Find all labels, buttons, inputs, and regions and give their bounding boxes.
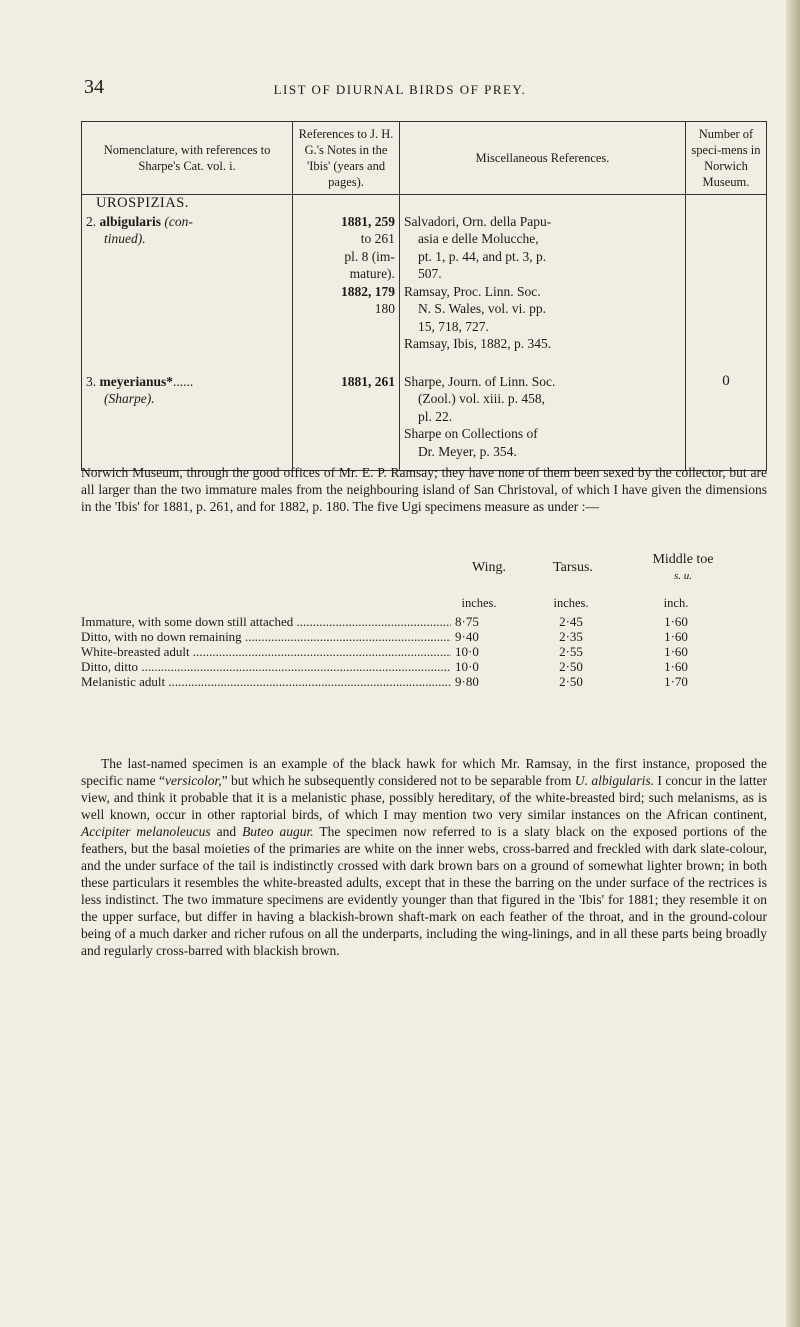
toe-value: 1·60 [664, 644, 688, 659]
taxon-name: Buteo augur. [242, 824, 314, 839]
misc-ref-line: Sharpe, Journ. of Linn. Soc. [403, 373, 556, 389]
tarsus-value: 2·35 [559, 629, 583, 644]
table-row [82, 353, 767, 471]
genus-name: UROSPIZIAS. [96, 195, 189, 211]
ibis-ref: 180 [374, 301, 395, 316]
paragraph-intro [81, 464, 767, 515]
misc-ref-line: Sharpe on Collections of [403, 426, 538, 441]
ibis-refs-cell [293, 213, 400, 353]
tarsus-value: 2·55 [559, 644, 583, 659]
misc-ref-line: Salvadori, Orn. della Papu- [403, 213, 552, 229]
page-number: 34 [84, 76, 104, 98]
table-row [82, 213, 767, 353]
tarsus-value: 2·50 [559, 659, 583, 674]
taxon-name: U. albigularis. [574, 773, 654, 788]
misc-ref-line: 15, 718, 727. [417, 318, 489, 334]
table-header-row [82, 122, 767, 195]
ibis-ref: mature). [349, 266, 395, 281]
empty-cell [685, 195, 766, 213]
text-run: ” but which he subsequently considered not to be separable from [221, 773, 575, 788]
misc-ref-line: (Zool.) vol. xiii. p. 458, [417, 391, 546, 406]
toe-value: 1·70 [664, 674, 688, 689]
wing-value: 10·0 [451, 659, 505, 675]
empty-cell [293, 195, 400, 213]
genus-row [82, 195, 767, 213]
toe-value: 1·60 [664, 614, 688, 629]
header-nomenclature: Nomenclature, with references to Sharpe's Cat. vol. i. [82, 122, 293, 195]
paragraph-text: Norwich Museum, through the good offices of Mr. E. P. Ramsay; they have none of them been sexed by the collector, but are all larger than the two immature males from the neighbouring island of San Christoval, of which I have given the dimensions in the 'Ibis' for 1881, p. 261, and for 1882, p. 180. The five Ugi specimens measure as under :— [81, 465, 767, 514]
wing-value: 8·75 [451, 614, 505, 630]
nomenclature-cell: 3. meyerianus*...... (Sharpe). [82, 353, 293, 471]
measurement-row [81, 644, 767, 660]
misc-ref-line: Dr. Meyer, p. 354. [417, 443, 517, 459]
measurement-row [81, 659, 767, 675]
toe-value: 1·60 [664, 629, 688, 644]
measurement-row [81, 614, 767, 630]
taxon-name: Accipiter melanoleucus [81, 824, 211, 839]
nomenclature-cell [82, 213, 293, 353]
text-run: The specimen now referred to is a slaty black on the exposed portions of the feathers, but the basal moieties of the primaries are white on the inner webs, cross-barred and freckled with dark slate-colour, and the under surface of the tail is indistinctly crossed with dark brown bars on a ground of somewhat lighter brown; in both these particulars it resembles the white-breasted adults, except that in these the barring on the under surface of the rectrices is less indistinct. The two immature specimens are evidently younger than that figured in the 'Ibis' for 1881; they resemble it on the upper surface, but differ in having a blackish-brown shaft-mark on each feather of the throat, and in the ground-colour being of a much darker and richer rufous on all the underparts, including the wing-linings, and in all these parts being broadly and regularly cross-barred with blackish brown. [81, 824, 767, 958]
wing-value: 9·40 [451, 629, 505, 645]
wing-value: 10·0 [451, 644, 505, 660]
species-name: albigularis [99, 213, 162, 229]
middle-toe-header [638, 552, 728, 584]
text-run: and [210, 824, 243, 839]
ibis-ref: to 261 [360, 231, 395, 246]
toe-unit: inch. [663, 596, 689, 610]
empty-cell [399, 195, 685, 213]
wing-header: Wing. [471, 560, 507, 575]
specimen-label: Immature, with some down still attached ..... [81, 614, 451, 630]
misc-ref-line: Ramsay, Ibis, 1882, p. 345. [403, 336, 552, 351]
running-head [0, 76, 800, 106]
misc-ref-line: asia e delle Molucche, [417, 231, 539, 246]
measurement-row [81, 674, 767, 690]
genus-cell [82, 195, 293, 213]
header-specimen-count: Number of speci-mens in Norwich Museum. [685, 122, 766, 195]
ibis-ref: 1881, 261 [340, 373, 395, 389]
specimen-label: Melanistic adult ..... [81, 674, 451, 690]
misc-ref-line: pl. 22. [417, 408, 453, 424]
header-misc-references: Miscellaneous References. [399, 122, 685, 195]
measurement-row [81, 629, 767, 645]
page-edge [786, 0, 800, 1327]
specimen-label: Ditto, ditto ..... [81, 659, 451, 675]
species-number: 3. [86, 373, 97, 389]
text-run: The last-named specimen is an example of the black hawk for which Mr. Ramsay, in the first instance, proposed the specific name “ [81, 756, 767, 788]
species-name: meyerianus* [99, 373, 173, 389]
species-authority: (con- [164, 213, 193, 229]
paragraph-discussion [81, 755, 767, 959]
ibis-refs-cell [293, 353, 400, 471]
tarsus-header: Tarsus. [553, 560, 593, 575]
species-number: 2. [86, 213, 97, 229]
specimen-label: Ditto, with no down remaining ..... [81, 629, 451, 645]
ibis-ref: 1881, 259 [340, 213, 395, 229]
wing-unit: inches. [461, 596, 497, 610]
count-cell: 0 [685, 353, 766, 471]
wing-value: 9·80 [451, 674, 505, 690]
misc-ref-line: 507. [417, 266, 442, 281]
ibis-ref: 1882, 179 [340, 283, 395, 299]
paragraph-text [81, 755, 767, 959]
misc-ref-line: pt. 1, p. 44, and pt. 3, p. [417, 248, 547, 264]
count-cell [685, 213, 766, 353]
misc-ref-line: Ramsay, Proc. Linn. Soc. [403, 283, 541, 299]
specimen-label: White-breasted adult ..... [81, 644, 451, 660]
species-authority-cont: tinued). [104, 231, 146, 246]
tarsus-value: 2·50 [559, 674, 583, 689]
tarsus-value: 2·45 [559, 614, 583, 629]
species-authority: (Sharpe). [104, 391, 155, 406]
tarsus-unit: inches. [553, 596, 589, 610]
middle-toe-sub: s. u. [673, 570, 693, 582]
ibis-ref: pl. 8 (im- [344, 248, 395, 264]
references-table [81, 121, 767, 471]
misc-refs-cell [399, 353, 685, 471]
running-title: LIST OF DIURNAL BIRDS OF PREY. [273, 82, 527, 97]
header-references: References to J. H. G.'s Notes in the 'Ibis' (years and pages). [293, 122, 400, 195]
middle-toe-label: Middle toe [652, 552, 714, 567]
toe-value: 1·60 [664, 659, 688, 674]
taxon-name: versicolor, [165, 773, 222, 788]
text-run: I concur in the latter view, and think it probable that it is a melanistic phase, possibly hereditary, of the white-breasted bird; such melanisms, as is well known, occur in other raptorial birds, of which I may mention two very similar instances on the African continent, [81, 773, 768, 822]
misc-ref-line: N. S. Wales, vol. vi. pp. [417, 301, 546, 316]
misc-refs-cell [399, 213, 685, 353]
